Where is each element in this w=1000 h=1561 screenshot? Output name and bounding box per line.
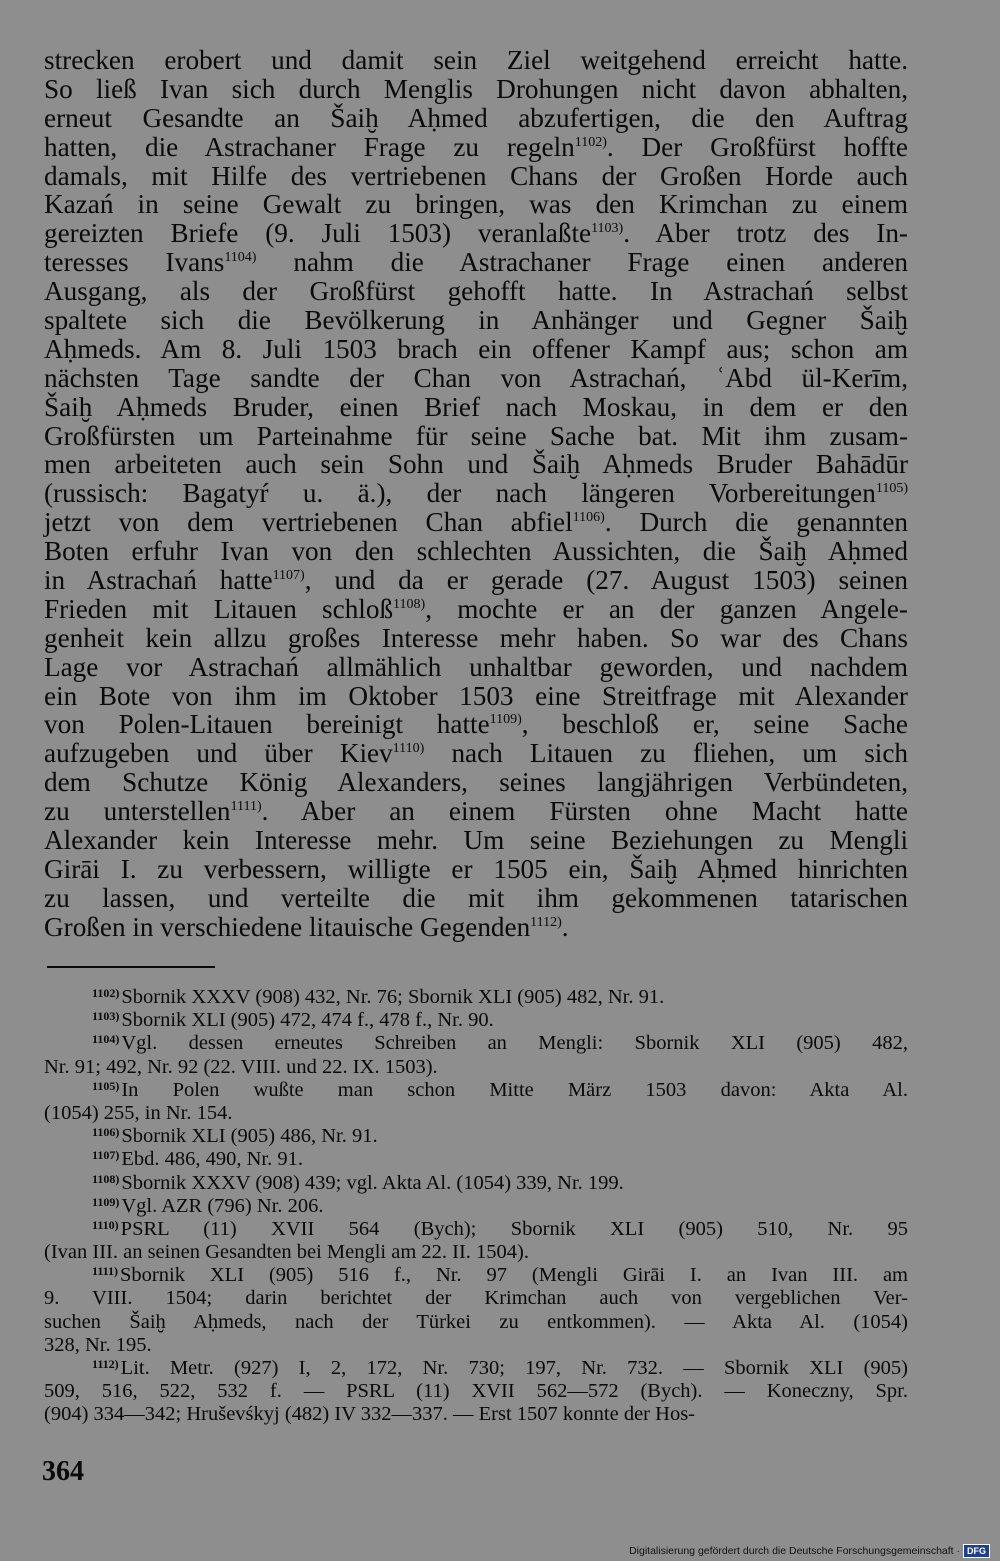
footnote-line [44, 1241, 908, 1264]
text-run: spaltete sich die Bevölkerung in Anhänger und Gegner Šaiḫ [44, 305, 908, 336]
footnote-text: Sbornik XLI (905) 472, 474 f., 478 f., Nr. 90. [121, 1009, 494, 1032]
text-line [44, 219, 908, 248]
body-text [44, 46, 908, 942]
footnote-text: Vgl. AZR (796) Nr. 206. [121, 1194, 324, 1217]
footnote-ref[interactable]: 1107) [272, 568, 305, 584]
text-run: von Polen-Litauen bereinigt hatte [44, 709, 490, 740]
text-line [44, 104, 908, 133]
footnote-line [44, 1056, 908, 1079]
text-run: Lage vor Astrachań allmählich unhaltbar geworden, und nachdem [44, 651, 908, 682]
text-line [44, 306, 908, 335]
text-line [44, 595, 908, 624]
footnote-number: 1104) [92, 1032, 120, 1047]
text-run: . [561, 911, 569, 942]
footnote-ref[interactable]: 1108) [393, 596, 426, 612]
footnote-text: Vgl. dessen erneutes Schreiben an Mengli: Sbornik XLI (905) 482, [121, 1032, 908, 1055]
footnote-ref[interactable]: 1106) [572, 510, 605, 526]
footnote-line [44, 1357, 908, 1380]
text-run: . Aber an einem Fürsten ohne Macht hatte [261, 796, 909, 827]
text-line [44, 566, 908, 595]
text-line [44, 162, 908, 191]
footnote-line [44, 1311, 908, 1334]
footnote-line [44, 1125, 908, 1148]
footnote-line [44, 1102, 908, 1125]
text-line [44, 393, 908, 422]
text-run: Kazań in seine Gewalt zu bringen, was den Krimchan zu einem [44, 189, 908, 220]
footnote-number: 1108) [92, 1171, 120, 1186]
text-line [44, 624, 908, 653]
text-run: nahm die Astrachaner Frage einen anderen [256, 247, 908, 278]
text-line [44, 653, 908, 682]
text-line [44, 422, 908, 451]
text-run: Ausgang, als der Großfürst gehofft hatte. In Astrachań selbst [44, 276, 908, 307]
footnote-text: Sbornik XLI (905) 486, Nr. 91. [121, 1125, 378, 1148]
footnote-ref[interactable]: 1112) [530, 914, 562, 930]
text-line [44, 855, 908, 884]
text-run: jetzt von dem vertriebenen Chan abfiel [44, 507, 573, 538]
footnote-text: suchen Šaiḫ Aḥmeds, nach der Türkei zu entkommen). — Akta Al. (1054) [44, 1310, 908, 1333]
text-line [44, 739, 908, 768]
credit-text: Digitalisierung gefördert durch die Deutsche Forschungsgemeinschaft · [629, 1545, 960, 1557]
footnote-number: 1105) [92, 1078, 120, 1093]
footnote-number: 1106) [92, 1125, 120, 1140]
text-run: Aḥmeds. Am 8. Juli 1503 brach ein offener Kampf aus; schon am [44, 333, 908, 364]
footnote-number: 1103) [92, 1009, 120, 1024]
text-line [44, 508, 908, 537]
text-run: Großen in verschiedene litauische Gegenden [44, 911, 531, 942]
text-run: Frieden mit Litauen schloß [44, 593, 394, 624]
footnote-text: Nr. 91; 492, Nr. 92 (22. VIII. und 22. IX. 1503). [44, 1055, 438, 1078]
text-run: , beschloß er, seine Sache [521, 709, 909, 740]
text-run: nächsten Tage sandte der Chan von Astrachań, ʿAbd ül-Kerīm, [44, 362, 908, 393]
footnote-line [44, 1380, 908, 1403]
footnote-text: 509, 516, 522, 532 f. — PSRL (11) XVII 562—572 (Bych). — Koneczny, Spr. [44, 1380, 908, 1403]
text-line [44, 479, 908, 508]
footnote-line [44, 986, 908, 1009]
text-line [44, 75, 908, 104]
footnote-ref[interactable]: 1105) [875, 481, 908, 497]
footnote-ref[interactable]: 1111) [230, 799, 262, 815]
text-run: Šaiḫ Aḥmeds Bruder, einen Brief nach Moskau, in dem er den [44, 391, 908, 422]
footnote-text: PSRL (11) XVII 564 (Bych); Sbornik XLI (905) 510, Nr. 95 [120, 1217, 908, 1240]
footnote-number: 1111) [92, 1264, 119, 1279]
text-run: genheit kein allzu großes Interesse mehr haben. So war des Chans [44, 622, 908, 653]
footnote-line [44, 1148, 908, 1171]
footnote-line [44, 1079, 908, 1102]
text-line [44, 797, 908, 826]
footnote-number: 1110) [92, 1217, 119, 1232]
footnote-line [44, 1334, 908, 1357]
text-run: , mochte er an der ganzen Angele- [425, 593, 908, 624]
dfg-logo: DFG [963, 1544, 990, 1558]
text-run: , und da er gerade (27. August 1503) seinen [304, 565, 908, 596]
text-run: damals, mit Hilfe des vertriebenen Chans der Großen Horde auch [44, 160, 908, 191]
footnote-ref[interactable]: 1102) [574, 134, 607, 150]
footnote-text: Ebd. 486, 490, Nr. 91. [121, 1148, 303, 1171]
text-run: teresses Ivans [44, 247, 225, 278]
footnote-text: Sbornik XXXV (908) 432, Nr. 76; Sbornik XLI (905) 482, Nr. 91. [121, 986, 665, 1008]
text-run: So ließ Ivan sich durch Menglis Drohungen nicht davon abhalten, [44, 73, 908, 104]
text-run: aufzugeben und über Kiev [44, 738, 393, 769]
footnote-separator [47, 966, 215, 968]
footnote-line [44, 1032, 908, 1055]
footnote-text: (Ivan III. an seinen Gesandten bei Mengli am 22. II. 1504). [44, 1241, 530, 1264]
text-run: zu unterstellen [44, 796, 231, 827]
footnote-number: 1109) [92, 1194, 120, 1209]
text-run: men arbeiteten auch sein Sohn und Šaiḫ Aḥmeds Bruder Bahādūr [44, 449, 908, 480]
text-run: hatten, die Astrachaner Frage zu regeln [44, 131, 575, 162]
footnote-number: 1112) [92, 1357, 119, 1371]
text-line [44, 826, 908, 855]
text-line [44, 537, 908, 566]
footnote-text: (1054) 255, in Nr. 154. [44, 1101, 233, 1124]
text-run: nach Litauen zu fliehen, um sich [424, 738, 908, 769]
footnote-line [44, 1009, 908, 1032]
footnote-text: Lit. Metr. (927) I, 2, 172, Nr. 730; 197, Nr. 732. — Sbornik XLI (905) [120, 1357, 908, 1379]
footnote-text: Sbornik XXXV (908) 439; vgl. Akta Al. (1054) 339, Nr. 199. [121, 1171, 624, 1194]
text-run: dem Schutze König Alexanders, seines langjährigen Verbündeten, [44, 767, 908, 798]
text-line [44, 335, 908, 364]
footnote-ref[interactable]: 1110) [392, 741, 425, 757]
text-run: Großfürsten um Parteinahme für seine Sache bat. Mit ihm zusam- [44, 420, 908, 451]
text-line [44, 450, 908, 479]
text-run: gereizten Briefe (9. Juli 1503) veranlaßte [44, 218, 592, 249]
footnote-number: 1107) [92, 1148, 120, 1163]
text-line [44, 46, 908, 75]
text-line [44, 364, 908, 393]
text-run: in Astrachań hatte [44, 565, 273, 596]
text-run: . Der Großfürst hoffte [606, 131, 909, 162]
footnote-line [44, 1172, 908, 1195]
page-number: 364 [42, 1456, 84, 1487]
footnote-ref[interactable]: 1104) [224, 250, 257, 266]
text-line [44, 884, 908, 913]
text-line [44, 710, 908, 739]
text-run: Alexander kein Interesse mehr. Um seine Beziehungen zu Mengli [44, 825, 908, 856]
footnote-line [44, 1195, 908, 1218]
text-run: ein Bote von ihm im Oktober 1503 eine Streitfrage mit Alexander [44, 680, 908, 711]
footnote-text: In Polen wußte man schon Mitte März 1503 davon: Akta Al. [121, 1078, 908, 1101]
footnote-ref[interactable]: 1109) [489, 712, 522, 728]
text-line [44, 768, 908, 797]
text-line [44, 682, 908, 711]
footnote-ref[interactable]: 1103) [591, 221, 624, 237]
footnote-line [44, 1403, 908, 1426]
text-run: . Aber trotz des In- [623, 218, 908, 249]
footnote-line [44, 1264, 908, 1287]
text-run: erneut Gesandte an Šaiḫ Aḥmed abzufertigen, die den Auftrag [44, 102, 908, 133]
text-run: zu lassen, und verteilte die mit ihm gekommenen tatarischen [44, 882, 908, 913]
text-run: (russisch: Bagatyŕ u. ä.), der nach längeren Vorbereitungen [44, 478, 876, 509]
text-line [44, 190, 908, 219]
text-line [44, 133, 908, 162]
footnote-line [44, 1218, 908, 1241]
footnotes [44, 986, 908, 1427]
text-run: . Durch die genannten [604, 507, 908, 538]
text-line [44, 277, 908, 306]
footnote-number: 1102) [92, 986, 120, 1000]
footnote-text: Sbornik XLI (905) 516 f., Nr. 97 (Mengli Girāi I. an Ivan III. am [120, 1264, 908, 1287]
digitization-credit [629, 1544, 990, 1558]
footnote-text: 328, Nr. 195. [44, 1333, 152, 1356]
text-run: strecken erobert und damit sein Ziel weitgehend erreicht hatte. [44, 45, 908, 75]
text-line [44, 248, 908, 277]
text-line [44, 913, 908, 942]
text-run: Girāi I. zu verbessern, willigte er 1505 ein, Šaiḫ Aḥmed hinrichten [44, 853, 908, 884]
footnote-text: 9. VIII. 1504; darin berichtet der Krimchan auch von vergeblichen Ver- [44, 1287, 908, 1310]
footnote-line [44, 1287, 908, 1310]
footnote-text: (904) 334—342; Hruševśkyj (482) IV 332—337. — Erst 1507 konnte der Hos- [44, 1403, 695, 1426]
text-run: Boten erfuhr Ivan von den schlechten Aussichten, die Šaiḫ Aḥmed [44, 536, 908, 567]
